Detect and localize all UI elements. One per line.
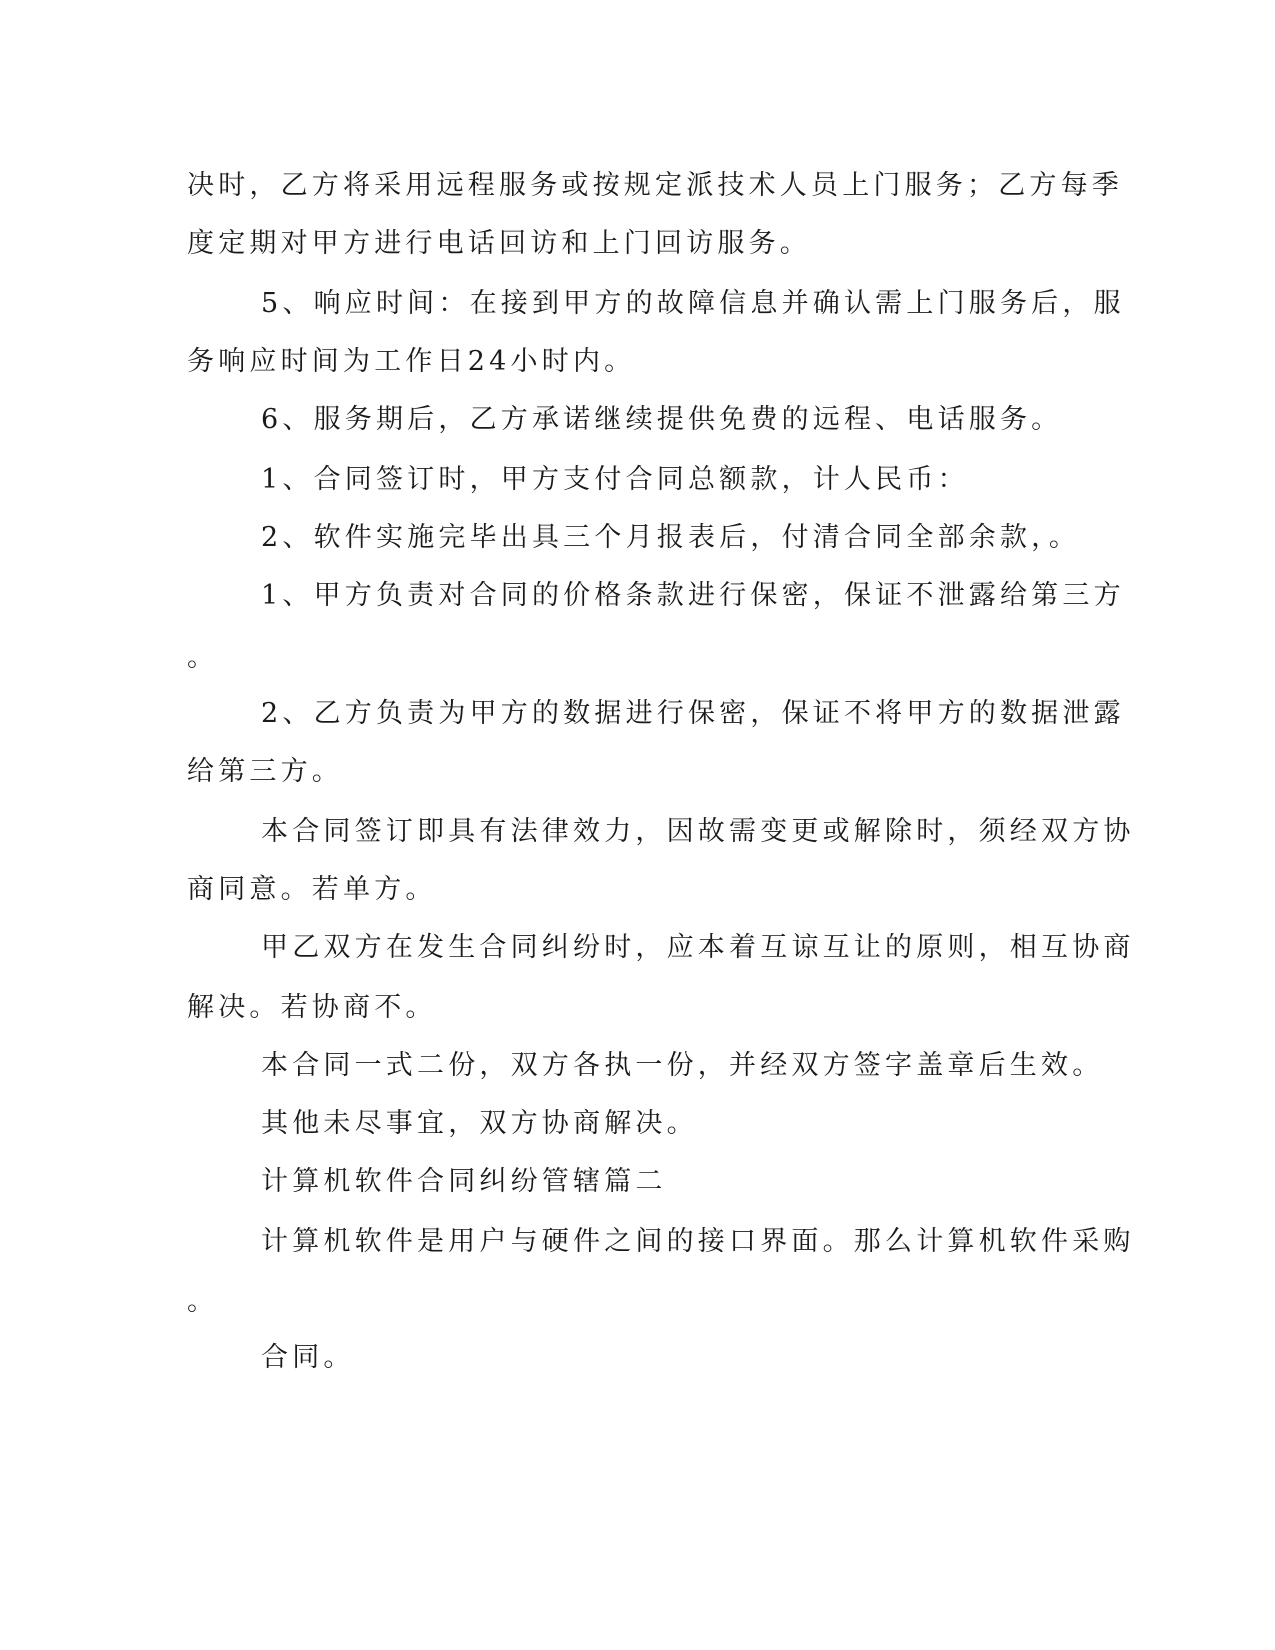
text-line: 本合同签订即具有法律效力，因故需变更或解除时，须经双方协 xyxy=(261,816,1135,847)
text-line: 商同意。若单方。 xyxy=(187,874,437,905)
text-line: 计算机软件是用户与硬件之间的接口界面。那么计算机软件采购 xyxy=(261,1226,1135,1257)
text-line: 给第三方。 xyxy=(187,756,343,787)
text-line: 甲乙双方在发生合同纠纷时，应本着互谅互让的原则，相互协商 xyxy=(261,932,1135,963)
text-line: 6、服务期后，乙方承诺继续提供免费的远程、电话服务。 xyxy=(261,404,1063,435)
text-line: 决时，乙方将采用远程服务或按规定派技术人员上门服务；乙方每季 xyxy=(187,170,1123,201)
text-line: 合同。 xyxy=(261,1342,355,1373)
text-line: 2、软件实施完毕出具三个月报表后，付清合同全部余款，。 xyxy=(261,522,1081,553)
text-line: 1、甲方负责对合同的价格条款进行保密，保证不泄露给第三方 xyxy=(261,580,1125,611)
text-line: 2、乙方负责为甲方的数据进行保密，保证不将甲方的数据泄露 xyxy=(261,698,1125,729)
text-line: 其他未尽事宜，双方协商解决。 xyxy=(261,1108,698,1139)
text-line: 本合同一式二份，双方各执一份，并经双方签字盖章后生效。 xyxy=(261,1050,1104,1081)
text-line: 度定期对甲方进行电话回访和上门回访服务。 xyxy=(187,228,811,259)
text-line: 。 xyxy=(187,1286,219,1317)
text-line: 解决。若协商不。 xyxy=(187,992,437,1023)
text-line: 务响应时间为工作日24小时内。 xyxy=(187,346,636,377)
text-line: 1、合同签订时，甲方支付合同总额款，计人民币： xyxy=(261,464,969,495)
text-line: 5、响应时间：在接到甲方的故障信息并确认需上门服务后，服 xyxy=(261,288,1125,319)
text-line: 。 xyxy=(187,642,219,673)
section-heading: 计算机软件合同纠纷管辖篇二 xyxy=(261,1166,667,1197)
